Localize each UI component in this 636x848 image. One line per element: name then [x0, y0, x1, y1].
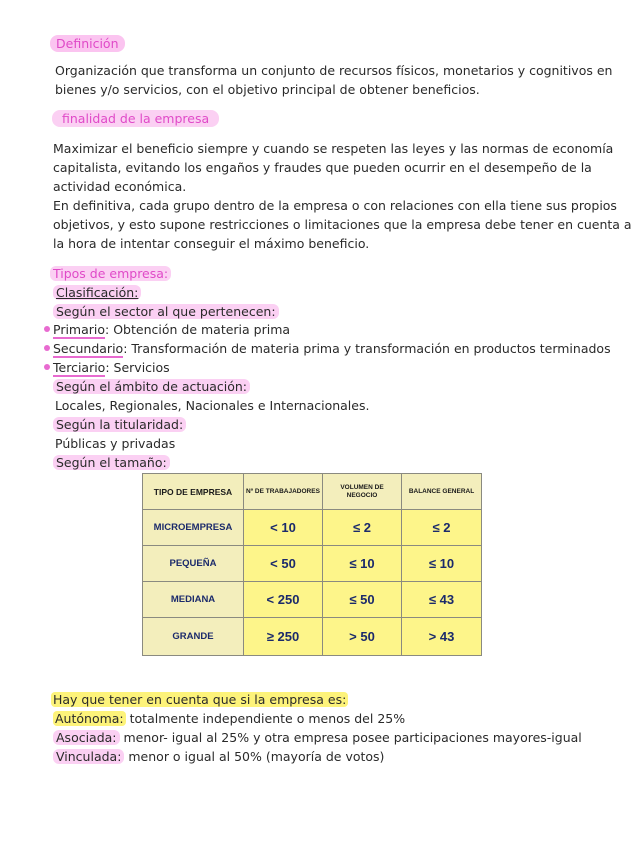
- cuenta-heading-text: Hay que tener en cuenta que si la empresa es:: [53, 692, 347, 707]
- cuenta-item-asociada: [53, 728, 582, 747]
- finalidad-line-3: actividad económica.: [53, 179, 187, 194]
- tipos-heading-text: Tipos de empresa:: [50, 266, 171, 281]
- ambito-text: Locales, Regionales, Nacionales e Internacionales.: [55, 398, 370, 413]
- tipos-heading: [50, 264, 171, 283]
- finalidad-heading: finalidad de la empresa: [52, 110, 219, 127]
- sector-name: Terciario: [53, 360, 106, 375]
- finalidad-line-6: la hora de intentar conseguir el máximo beneficio.: [53, 236, 370, 251]
- table-cell: ≤ 2: [402, 510, 481, 546]
- finalidad-line-4: En definitiva, cada grupo dentro de la empresa o con relaciones con ella tiene sus propios: [53, 198, 617, 213]
- titularidad-label-text: Según la titularidad:: [53, 417, 186, 432]
- tamano-table: [142, 473, 482, 656]
- table-cell: < 250: [244, 582, 323, 618]
- cuenta-heading: [51, 690, 348, 709]
- definicion-heading: Definición: [50, 35, 125, 52]
- sector-item-terciario: [53, 358, 170, 377]
- definicion-line-2: bienes y/o servicios, con el objetivo principal de obtener beneficios.: [55, 82, 480, 97]
- table-row-label: MICROEMPRESA: [143, 510, 244, 546]
- sector-item-primario: [53, 320, 290, 339]
- bullet-icon: [44, 364, 50, 370]
- titularidad-text: Públicas y privadas: [55, 436, 176, 451]
- sector-label: [53, 302, 279, 321]
- sector-item-secundario: [53, 339, 611, 358]
- bullet-icon: [44, 345, 50, 351]
- table-cell: > 43: [402, 618, 481, 655]
- finalidad-line-2: capitalista, evitando los engaños y fraudes que pueden ocurrir en el desempeño de la: [53, 160, 592, 175]
- table-cell: ≤ 50: [323, 582, 402, 618]
- cuenta-item-label: Autónoma:: [55, 711, 124, 726]
- table-header: Nº DE TRABAJADORES: [244, 474, 323, 510]
- table-header: BALANCE GENERAL: [402, 474, 481, 510]
- sector-desc: : Obtención de materia prima: [105, 322, 291, 337]
- sector-label-text: Según el sector al que pertenecen:: [53, 304, 279, 319]
- table-cell: ≤ 2: [323, 510, 402, 546]
- table-row-label: MEDIANA: [143, 582, 244, 618]
- cuenta-item-text: menor- igual al 25% y otra empresa posee participaciones mayores-igual: [119, 730, 582, 745]
- table-cell: ≤ 10: [323, 546, 402, 582]
- tamano-label-text: Según el tamaño:: [53, 455, 170, 470]
- table-cell: ≥ 250: [244, 618, 323, 655]
- clasificacion-text: Clasificación:: [53, 285, 141, 300]
- ambito-label: [53, 377, 250, 396]
- definicion-line-1: Organización que transforma un conjunto de recursos físicos, monetarios y cognitivos en: [55, 63, 613, 78]
- bullet-icon: [44, 326, 50, 332]
- table-cell: ≤ 43: [402, 582, 481, 618]
- table-header: TIPO DE EMPRESA: [143, 474, 244, 510]
- cuenta-item-label: Asociada:: [53, 730, 120, 745]
- cuenta-item-text: menor o igual al 50% (mayoría de votos): [124, 749, 385, 764]
- titularidad-label: [53, 415, 186, 434]
- table-cell: > 50: [323, 618, 402, 655]
- cuenta-item-autonoma: [53, 709, 405, 728]
- sector-name: Secundario: [53, 341, 124, 356]
- table-row-label: GRANDE: [143, 618, 244, 655]
- finalidad-line-1: Maximizar el beneficio siempre y cuando se respeten las leyes y las normas de economía: [53, 141, 614, 156]
- table-cell: ≤ 10: [402, 546, 481, 582]
- table-header: VOLUMEN DE NEGOCIO: [323, 474, 402, 510]
- clasificacion: [53, 283, 141, 302]
- finalidad-line-5: objetivos, y esto supone restricciones o limitaciones que la empresa debe tener en cuenta a: [53, 217, 632, 232]
- cuenta-item-text: totalmente independiente o menos del 25%: [125, 711, 406, 726]
- tamano-label: [53, 453, 170, 472]
- sector-name: Primario: [53, 322, 106, 337]
- sector-desc: : Transformación de materia prima y transformación en productos terminados: [123, 341, 611, 356]
- sector-desc: : Servicios: [105, 360, 170, 375]
- cuenta-item-label: Vinculada:: [53, 749, 124, 764]
- table-row-label: PEQUEÑA: [143, 546, 244, 582]
- cuenta-item-vinculada: [53, 747, 384, 766]
- table-cell: < 50: [244, 546, 323, 582]
- table-cell: < 10: [244, 510, 323, 546]
- ambito-label-text: Según el ámbito de actuación:: [53, 379, 250, 394]
